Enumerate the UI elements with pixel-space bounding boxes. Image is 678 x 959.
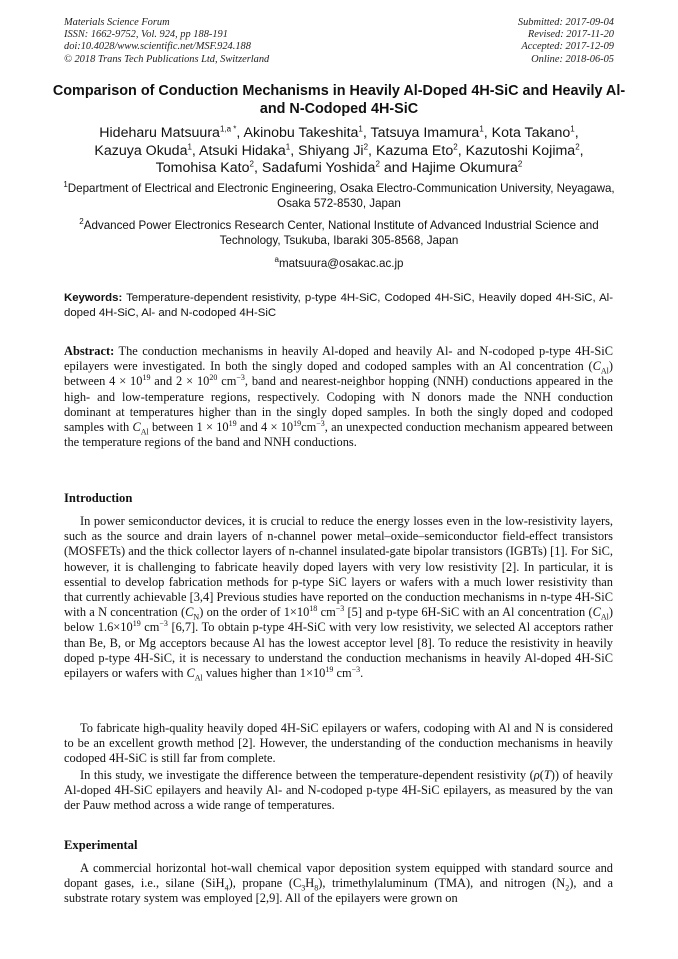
online-date: Online: 2018-06-05 bbox=[531, 53, 614, 65]
copyright-line: © 2018 Trans Tech Publications Ltd, Switzerland bbox=[64, 53, 270, 65]
author: Kazuma Eto$^2$ bbox=[375, 141, 458, 159]
keywords bbox=[64, 291, 613, 320]
author: Sadafumi Yoshida$^2$ bbox=[261, 159, 380, 176]
introduction-paragraph-2: To fabricate high-quality heavily doped 4H-SiC epilayers or wafers, codoping with Al and N is considered to be an excellent growth method [2]. However, the understanding of the conduction mechanisms in heavily codoped 4H-SiC is still far from complete. bbox=[64, 721, 613, 766]
revised-date: Revised: 2017-11-20 bbox=[527, 29, 614, 41]
author: Atsuki Hidaka$^1$ bbox=[199, 141, 291, 159]
author: Shiyang Ji$^2$ bbox=[298, 141, 369, 159]
journal-info bbox=[64, 17, 269, 66]
publication-dates bbox=[518, 17, 614, 66]
introduction-paragraph-3: In this study, we investigate the difference between the temperature-dependent resistivity (ρ(T)) of heavily Al-doped 4H-SiC epilayers and heavily Al- and N-codoped p-type 4H-SiC epilayers, as measured by the van der Pauw method across a wide range of temperatures. bbox=[64, 768, 613, 813]
accepted-date: Accepted: 2017-12-09 bbox=[521, 41, 614, 53]
author: Hideharu Matsuura$^{1,a *}$ bbox=[99, 124, 237, 141]
author: Akinobu Takeshita$^1$ bbox=[243, 124, 363, 141]
affiliation-2: $^2$Advanced Power Electronics Research Center, National Institute of Advanced Industrial Science and Technology, Tsukuba, Ibaraki 305-8568, Japan bbox=[79, 217, 599, 247]
author: Kazutoshi Kojima$^2$ bbox=[465, 141, 580, 159]
author: Kazuya Okuda$^1$ bbox=[94, 141, 192, 159]
introduction-heading: Introduction bbox=[64, 491, 133, 505]
doi-line: doi:10.4028/www.scientific.net/MSF.924.188 bbox=[64, 41, 251, 53]
abstract: Abstract: The conduction mechanisms in heavily Al-doped and heavily Al- and N-codoped p-type 4H-SiC epilayers were investigated. In both the singly doped and codoped samples with an Al concentration $(C_{Al})$ between $4 \times 10^{19}$ and $2 \times 10^{20}$ $cm^{-3}$, band and nearest-neighbor hopping (NNH) conductions appeared in the high- and low-temperature regions, respectively. Codoping with N donors made the NNH conduction dominant at temperatures higher than in the singly doped samples. In both the singly doped and codoped samples with $C_{Al}$ between $1 \times 10^{19}$ and $4 \times 10^{19}cm^{-3}$, an unexpected conduction mechanism appeared between the temperature regions of the band and NNH conductions. bbox=[64, 344, 614, 450]
author: Tomohisa Kato$^2$ bbox=[155, 159, 254, 176]
journal-name: Materials Science Forum bbox=[64, 17, 170, 28]
author-list: Hideharu Matsuura$^{1,a *}$, Akinobu Takeshita$^1$, Tatsuya Imamura$^1$, Kota Takano$^1$, Kazuya Okuda$^1$, Atsuki Hidaka$^1$, Shiyang Ji$^2$, Kazuma Eto$^2$, Kazutoshi Kojima$^2$, Tomohisa Kato$^2$, Sadafumi Yoshida$^2$ and Hajime Okumura$^2$ bbox=[94, 124, 584, 176]
author: Kota Takano$^1$ bbox=[491, 124, 575, 141]
author: Hajime Okumura$^2$ bbox=[411, 159, 523, 176]
experimental-paragraph-1: A commercial horizontal hot-wall chemical vapor deposition system equipped with standard source and dopant gases, i.e., silane (SiH$_4$), propane $(C_3H_8)$, trimethylaluminum (TMA), and nitrogen $(N_2)$, and a substrate rotary system was employed [2,9]. All of the epilayers were grown on bbox=[64, 861, 613, 906]
keywords-text: Temperature-dependent resistivity, p-type 4H-SiC, Codoped 4H-SiC, Heavily doped 4H-SiC, Al-doped 4H-SiC, Al- and N-codoped 4H-SiC bbox=[64, 292, 613, 319]
experimental-heading: Experimental bbox=[64, 838, 138, 852]
affiliation-1: $^1$Department of Electrical and Electronic Engineering, Osaka Electro-Communication University, Neyagawa, Osaka 572-8530, Japan bbox=[63, 180, 615, 210]
submitted-date: Submitted: 2017-09-04 bbox=[517, 17, 614, 28]
introduction-paragraph-1: In power semiconductor devices, it is crucial to reduce the energy losses even in the low-resistivity layers, such as the source and drain layers of n-channel power metal–oxide–semiconductor field-effect transistors (MOSFETs) and the thick collector layers of n-channel insulated-gate bipolar transistors (IGBTs) [1]. For SiC, however, it is challenging to fabricate heavily doped layers with very low resistivity [2]. In particular, it is essential to develop fabrication methods for p-type SiC layers or wafers with a much lower resistivity than that currently achievable [3,4] Previous studies have reported on the conduction mechanisms in n-type 4H-SiC with a N concentration $(C_N)$ on the order of $1\times 10^{18}$ $cm^{-3}$ [5] and p-type 6H-SiC with an Al concentration $(C_{Al})$ below $1.6\times 10^{19}$ $cm^{-3}$ [6,7]. To obtain p-type 4H-SiC with very low resistivity, we selected Al acceptors rather than Be, B, or Mg acceptors because Al has the lowest acceptor level [8]. To reduce the resistivity in heavily doped p-type 4H-SiC, it is necessary to understand the conduction mechanisms in heavily Al-doped 4H-SiC epilayers or wafers with $C_{Al}$ values higher than $1\times 10^{19}$ $cm^{-3}$. bbox=[64, 514, 613, 683]
author: Tatsuya Imamura$^1$ bbox=[370, 124, 484, 141]
abstract-label: Abstract: bbox=[64, 344, 115, 358]
issn-line: ISSN: 1662-9752, Vol. 924, pp 188-191 bbox=[64, 29, 228, 41]
keywords-label: Keywords: bbox=[64, 292, 123, 304]
paper-title: Comparison of Conduction Mechanisms in Heavily Al-Doped 4H-SiC and Heavily Al- and N-Codoped 4H-SiC bbox=[52, 83, 626, 117]
author-email[interactable]: $^a$matsuura@osakac.ac.jp bbox=[274, 255, 404, 270]
